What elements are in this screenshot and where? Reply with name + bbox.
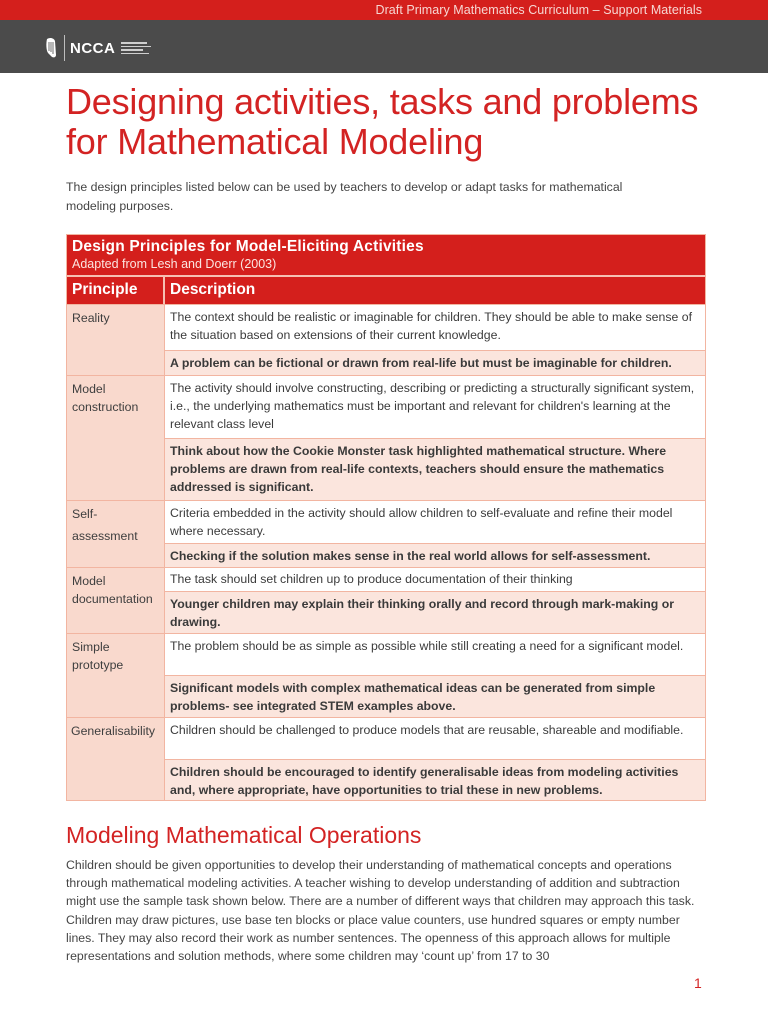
- principle-cell: Model documentation: [67, 568, 165, 633]
- intro-paragraph: The design principles listed below can be used by teachers to develop or adapt tasks for mathematical modeling purposes.: [66, 180, 623, 213]
- table-title: Design Principles for Model-Eliciting Activities: [72, 238, 424, 255]
- table-title-block: [67, 235, 705, 277]
- logo-tagline: [121, 42, 151, 54]
- column-header-principle: Principle: [67, 277, 165, 304]
- description-cell: The context should be realistic or imaginable for children. They should be able to make sense of the situation based on extensions of their current knowledge.: [165, 305, 705, 350]
- table-row-generalisability: [67, 718, 705, 800]
- column-header-description: Description: [170, 281, 256, 298]
- table-row-self-assessment: [67, 501, 705, 568]
- note-cell: Younger children may explain their thinking orally and record through mark-making or drawing.: [165, 591, 705, 633]
- brand-bar: [0, 20, 768, 73]
- logo-text: NCCA: [70, 39, 116, 57]
- principle-cell: Model construction: [67, 376, 165, 500]
- harp-icon: [44, 37, 58, 59]
- page-title: Designing activities, tasks and problems for Mathematical Modeling: [66, 81, 699, 162]
- note-cell: Think about how the Cookie Monster task highlighted mathematical structure. Where problems are drawn from real-life contexts, teachers should ensure the mathematics addressed is significant.: [165, 438, 705, 500]
- section-body-paragraph: Children should be given opportunities to develop their understanding of mathematical concepts and operations through mathematical modeling activities. A teacher wishing to develop understanding of addition and subtraction might use the sample task shown below. There are a number of different ways that children may approach this task. Children may draw pictures, use base ten blocks or place value counters, use hundred squares or empty number lines. They may also record their work as number sentences. The openness of this approach allows for multiple representations and solution methods, where some children may ‘count up’ from 17 to 30: [66, 858, 695, 964]
- principle-cell: Simple prototype: [67, 634, 165, 717]
- logo-divider: [64, 35, 65, 61]
- table-row-model-construction: [67, 376, 705, 501]
- description-cell: Children should be challenged to produce models that are reusable, shareable and modifiable.: [165, 718, 705, 759]
- note-cell: Children should be encouraged to identify generalisable ideas from modeling activities and, where appropriate, have opportunities to trial these in new problems.: [165, 759, 705, 800]
- page-number: 1: [694, 975, 702, 991]
- ncca-logo: [44, 34, 151, 62]
- table-row-model-documentation: [67, 568, 705, 634]
- description-cell: Criteria embedded in the activity should allow children to self-evaluate and refine their model where necessary.: [165, 501, 705, 543]
- note-cell: A problem can be fictional or drawn from real-life but must be imaginable for children.: [165, 350, 705, 375]
- principle-cell: Reality: [67, 305, 165, 375]
- table-column-header: [67, 277, 705, 305]
- table-row-simple-prototype: [67, 634, 705, 718]
- note-cell: Significant models with complex mathematical ideas can be generated from simple problems- see integrated STEM examples above.: [165, 675, 705, 717]
- principle-cell: Generalisability: [67, 718, 165, 800]
- section-heading: Modeling Mathematical Operations: [66, 822, 422, 848]
- document-banner: [0, 0, 768, 20]
- banner-text: Draft Primary Mathematics Curriculum – Support Materials: [375, 3, 702, 17]
- table-subtitle: Adapted from Lesh and Doerr (2003): [72, 257, 277, 271]
- description-cell: The problem should be as simple as possible while still creating a need for a significant model.: [165, 634, 705, 675]
- table-row-reality: [67, 305, 705, 376]
- description-cell: The task should set children up to produce documentation of their thinking: [165, 568, 705, 591]
- principle-cell: Self-assessment: [67, 501, 165, 567]
- design-principles-table: [66, 234, 706, 801]
- note-cell: Checking if the solution makes sense in the real world allows for self-assessment.: [165, 543, 705, 567]
- description-cell: The activity should involve constructing, describing or predicting a structurally significant system, i.e., the underlying mathematics must be important and relevant for children's learning at the relevant class level: [165, 376, 705, 438]
